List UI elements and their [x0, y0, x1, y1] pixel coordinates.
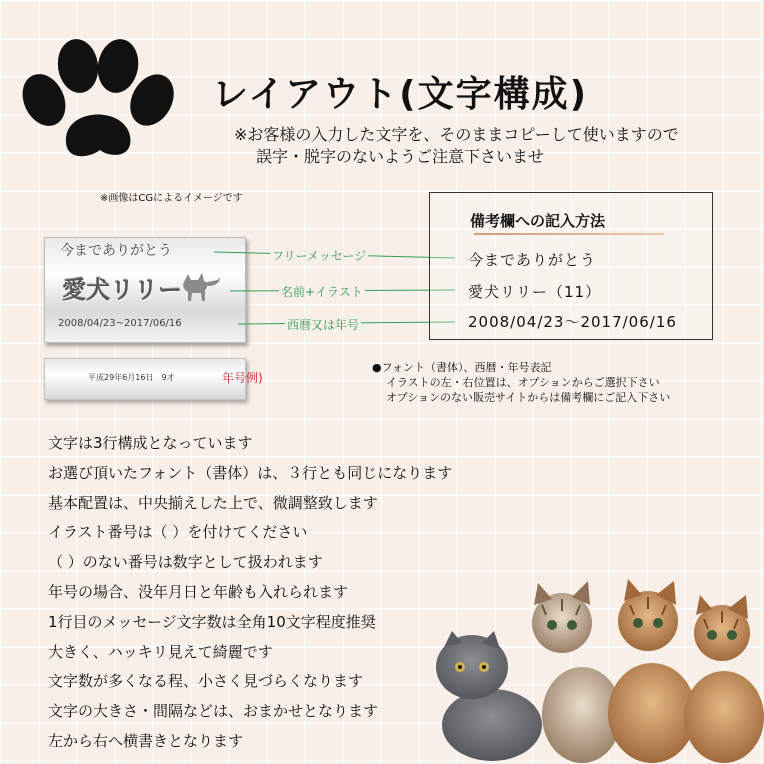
plate-dates: 2008/04/23~2017/06/16: [58, 318, 182, 329]
plate-era-text: 平成29年6月16日 9才: [88, 373, 175, 382]
remarks-title-underline: [474, 233, 664, 235]
options-line-2: イラストの左・右位置は、オプションからご選択下さい: [386, 376, 660, 389]
remarks-line-3: 2008/04/23～2017/06/16: [468, 313, 677, 331]
remarks-box-title: 備考欄への記入方法: [470, 212, 606, 230]
rule-item: 文字の大きさ・間隔などは、おまかせとなります: [48, 702, 379, 721]
rule-item: 年号の場合、没年月日と年齢も入れられます: [48, 582, 349, 601]
options-note: [372, 360, 670, 405]
era-example-label: 年号例): [222, 371, 263, 385]
cg-image-note: ※画像はCGによるイメージです: [100, 193, 243, 204]
rule-item: イラスト番号は（ ）を付けてください: [48, 523, 308, 542]
connector-label-name: 名前+イラスト: [281, 285, 363, 299]
notice-line-1: ※お客様の入力した文字を、そのままコピーして使いますので: [234, 125, 679, 144]
connector-label-free-message: フリーメッセージ: [272, 249, 367, 263]
options-line-3: オプションのない販売サイトからは備考欄にご記入下さい: [386, 391, 671, 404]
options-line-1: ●フォント（書体）、西暦・年号表記: [372, 361, 552, 374]
rule-item: 文字は3行構成となっています: [48, 434, 253, 452]
notice-line-2: 誤字・脱字のないようご注意下さいませ: [256, 147, 545, 166]
connector-label-era: 西暦又は年号: [287, 318, 360, 332]
remarks-line-1: 今までありがとう: [468, 251, 597, 269]
kittens-photo: [430, 575, 764, 764]
plate-name: 愛犬リリー: [62, 276, 182, 304]
rule-item: 1行目のメッセージ文字数は全角10文字程度推奨: [48, 612, 376, 631]
remarks-line-2: 愛犬リリー（11）: [468, 283, 602, 301]
plate-message: 今までありがとう: [60, 243, 172, 259]
page-title: レイアウト(文字構成): [212, 74, 589, 115]
rule-item: 左から右へ横書きとなります: [48, 731, 244, 750]
rule-item: 基本配置は、中央揃えした上で、微調整致します: [48, 493, 378, 512]
rule-item: 文字数が多くなる程、小さく見づらくなります: [48, 672, 364, 691]
rule-item: お選び頂いたフォント（書体）は、３行とも同じになります: [48, 463, 453, 482]
layout-rules-list: [48, 429, 452, 757]
rule-item: （ ）のない番号は数字として扱われます: [48, 553, 323, 572]
rule-item: 大きく、ハッキリ見えて綺麗です: [48, 642, 273, 661]
